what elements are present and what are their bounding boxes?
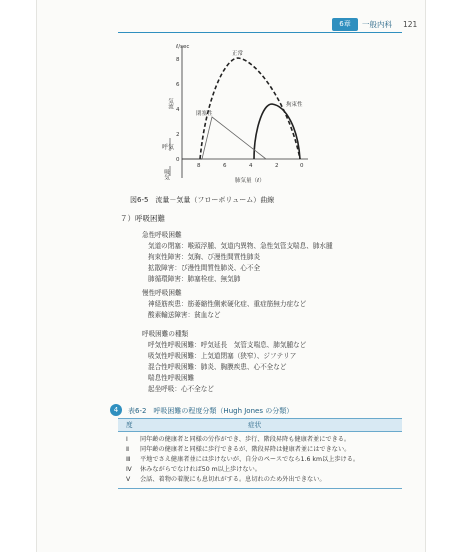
x-tick-6: 6	[223, 163, 227, 169]
header-degree: 度	[126, 421, 133, 429]
y-label-flow: 気流	[167, 98, 173, 109]
types-heading: 呼吸困難の種類	[142, 330, 189, 338]
y-tick-8: 8	[176, 57, 180, 63]
x-tick-4: 4	[249, 163, 253, 169]
normal-curve	[200, 58, 300, 159]
row-degree: Ⅱ	[126, 446, 130, 453]
flow-volume-figure	[140, 38, 310, 188]
restrictive-curve	[254, 104, 300, 159]
table-header-row	[118, 418, 402, 432]
label-obstructive: 閉塞性	[196, 111, 213, 117]
x-axis-label: 肺気量（ℓ）	[235, 178, 265, 184]
y-label-expiration: 呼気	[162, 144, 175, 151]
header-rule	[118, 32, 402, 33]
types-line: 混合性呼吸困難：肺炎、胸膜疾患、心不全など	[148, 363, 287, 371]
y-tick-0: 0	[176, 157, 180, 163]
chronic-line: 神経筋疾患：筋萎縮性側索硬化症、重症筋無力症など	[148, 300, 307, 308]
table-row	[118, 455, 402, 465]
chapter-badge: 6章	[332, 18, 358, 31]
table-bottom-rule	[118, 488, 402, 489]
types-line: 起坐呼吸：心不全など	[148, 385, 214, 393]
label-normal: 正常	[232, 51, 244, 57]
chapter-title: 一般内科	[362, 20, 392, 29]
table-row	[118, 475, 402, 485]
chronic-line: 酸素輸送障害：貧血など	[148, 311, 221, 319]
table-row	[118, 445, 402, 455]
row-degree: Ⅳ	[126, 466, 132, 473]
y-unit: ℓ/sec	[176, 44, 190, 50]
row-symptom: 同年齢の健康者と同様の労作ができ、歩行、階段昇降も健康者並にできる。	[140, 436, 351, 443]
row-degree: Ⅲ	[126, 456, 131, 463]
y-tick-2: 2	[176, 132, 180, 138]
types-line: 吸気性呼吸困難：上気道閉塞（狭窄）、ジフテリア	[148, 352, 297, 360]
row-symptom: 平地でさえ健康者並には歩けないが、自分のペースでなら1.6 km以上歩ける。	[140, 456, 360, 463]
types-line: 喘息性呼吸困難	[148, 374, 195, 382]
section-title: ７）呼吸困難	[120, 214, 165, 223]
row-symptom: 会話、着物の着脱にも息切れがする。息切れのため外出できない。	[140, 476, 326, 483]
figure-caption: 図6-5 流量－気量（フローボリューム）曲線	[130, 196, 275, 204]
chronic-heading: 慢性呼吸困難	[142, 289, 182, 297]
table-row	[118, 465, 402, 475]
x-tick-8: 8	[197, 163, 201, 169]
row-symptom: 休みながらでなければ50 m以上歩けない。	[140, 466, 261, 473]
acute-line: 肺循環障害：肺塞栓症、無気肺	[148, 275, 241, 283]
row-degree: Ⅰ	[126, 436, 128, 443]
row-degree: Ⅴ	[126, 476, 131, 483]
table-number-badge: 4	[110, 404, 122, 416]
y-label-inspiration: 吸気	[163, 169, 169, 180]
obstructive-curve	[202, 117, 266, 159]
table-row	[118, 435, 402, 445]
y-tick-4: 4	[176, 107, 180, 113]
acute-heading: 急性呼吸困難	[142, 231, 182, 239]
hugh-jones-table	[118, 418, 402, 489]
row-symptom: 同年齢の健康者と同様に歩行できるが、階段昇降は健康者並にはできない。	[140, 446, 351, 453]
acute-line: 気道の閉塞：喉頭浮腫、気道内異物、急性気管支喘息、肺水腫	[148, 242, 333, 250]
acute-line: 拘束性障害：気胸、び漫性間質性肺炎	[148, 253, 261, 261]
header-symptom: 症状	[248, 421, 262, 429]
acute-line: 拡散障害：び漫性間質性肺炎、心不全	[148, 264, 261, 272]
page-number: 121	[403, 20, 418, 29]
x-tick-0: 0	[300, 163, 304, 169]
y-tick-6: 6	[176, 82, 180, 88]
x-tick-2: 2	[275, 163, 279, 169]
types-line: 呼気性呼吸困難：呼気延長 気管支喘息、肺気腫など	[148, 341, 307, 349]
table-title: 表6-2 呼吸困難の程度分類（Hugh Jones の分類）	[128, 407, 294, 415]
label-restrictive: 拘束性	[286, 102, 303, 108]
